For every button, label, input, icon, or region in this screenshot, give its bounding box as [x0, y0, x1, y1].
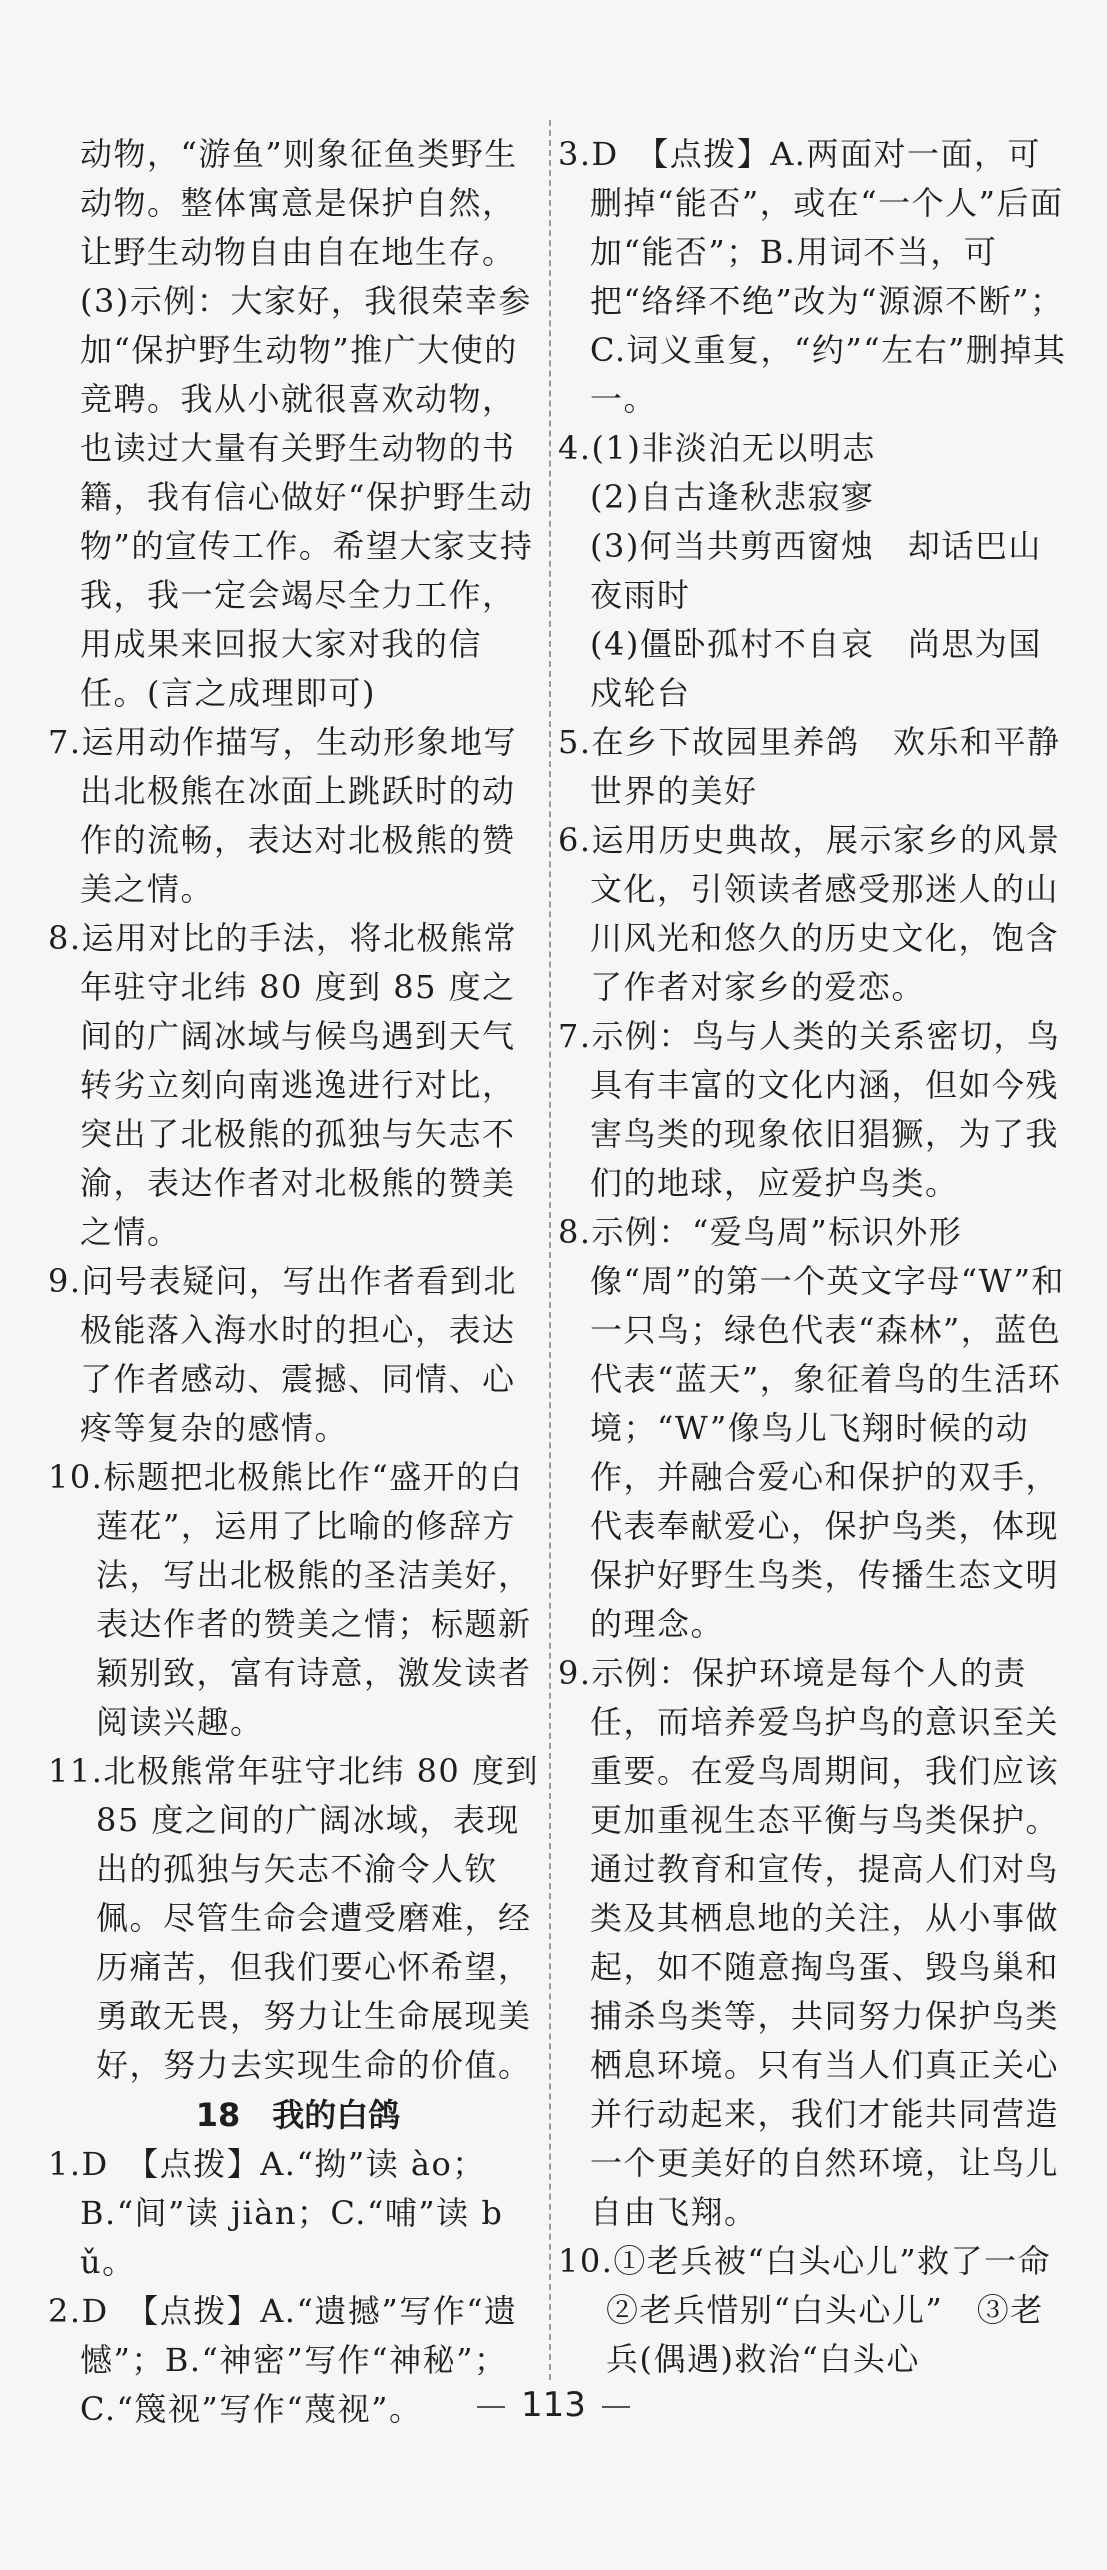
answer-paragraph: (3)示例：大家好，我很荣幸参加“保护野生动物”推广大使的竞聘。我从小就很喜欢动物，也读过大量有关野生动物的书籍，我有信心做好“保护野生动物”的宣传工作。希望大家支持我，我一定会竭尽全力工作，用成果来回报大家对我的信任。(言之成理即可): [80, 282, 534, 712]
answer-item-4: 4.(1)非淡泊无以明志: [558, 429, 876, 467]
answer-subitem: (3)何当共剪西窗烛 却话巴山夜雨时: [590, 527, 1042, 614]
answer-item-7: 7.示例：鸟与人类的关系密切，鸟具有丰富的文化内涵，但如今残害鸟类的现象依旧猖獗，为了我们的地球，应爱护鸟类。: [558, 1017, 1061, 1202]
answer-item-9: 9.问号表疑问，写出作者看到北极能落入海水时的担心，表达了作者感动、震撼、同情、心疼等复杂的感情。: [48, 1262, 518, 1447]
page-number-footer: [0, 2385, 1107, 2425]
column-divider: [549, 120, 551, 2380]
answer-item-11: 11.北极熊常年驻守北纬 80 度到 85 度之间的广阔冰域，表现出的孤独与矢志不渝令人钦佩。尽管生命会遭受磨难，经历痛苦，但我们要心怀希望，勇敢无畏，努力让生命展现美好，努力去实现生命的价值。: [48, 1752, 551, 2084]
answer-item-8: 8.示例：“爱鸟周”标识外形像“周”的第一个英文字母“W”和一只鸟；绿色代表“森林”，蓝色代表“蓝天”，象征着鸟的生活环境；“W”像鸟儿飞翔时候的动作，并融合爱心和保护的双手，代表奉献爱心，保护鸟类，体现保护好野生鸟类，传播生态文明的理念。: [558, 1213, 1065, 1643]
answer-subitem: (2)自古逢秋悲寂寥: [590, 478, 875, 516]
answer-item-3: 3.D 【点拨】A.两面对一面，可删掉“能否”，或在“一个人”后面加“能否”；B.用词不当，可把“络绎不绝”改为“源源不断”；C.词义重复，“约”“左右”删掉其一。: [558, 135, 1067, 418]
answer-item-1: 1.D 【点拨】A.“拗”读 ào；B.“间”读 jiàn；C.“哺”读 bǔ。: [48, 2145, 504, 2281]
answer-subitem: (4)僵卧孤村不自哀 尚思为国戍轮台: [590, 625, 1042, 712]
footer-dash: [477, 2406, 505, 2408]
answer-item-10: 10.标题把北极熊比作“盛开的白莲花”，运用了比喻的修辞方法，写出北极熊的圣洁美好，表达作者的赞美之情；标题新颖别致，富有诗意，激发读者阅读兴趣。: [48, 1458, 532, 1741]
answer-item-8: 8.运用对比的手法，将北极熊常年驻守北纬 80 度到 85 度之间的广阔冰域与候鸟遇到天气转劣立刻向南逃逸进行对比，突出了北极熊的孤独与矢志不渝，表达作者对北极熊的赞美之情。: [48, 919, 518, 1251]
answer-paragraph: 动物，“游鱼”则象征鱼类野生动物。整体寓意是保护自然，让野生动物自由自在地生存。: [80, 135, 518, 271]
left-column: [48, 130, 551, 2434]
footer-dash: [602, 2406, 630, 2408]
answer-item-7: 7.运用动作描写，生动形象地写出北极熊在冰面上跳跃时的动作的流畅，表达对北极熊的赞美之情。: [48, 723, 518, 908]
section-title: 18 我的白鸽: [195, 2096, 401, 2134]
answer-item-10: 10.①老兵被“白头心儿”救了一命 ②老兵惜别“白头心儿” ③老兵(偶遇)救治“白头心: [558, 2242, 1085, 2378]
answer-item-5: 5.在乡下故园里养鸽 欢乐和平静 世界的美好: [558, 723, 1095, 810]
answer-item-6: 6.运用历史典故，展示家乡的风景文化，引领读者感受那迷人的山川风光和悠久的历史文化，饱含了作者对家乡的爱恋。: [558, 821, 1061, 1006]
answer-item-2: 2.D 【点拨】A.“遗撼”写作“遗憾”；B.“神密”写作“神秘”；C.“篾视”写作“蔑视”。: [48, 2292, 518, 2428]
answer-item-9: 9.示例：保护环境是每个人的责任，而培养爱鸟护鸟的意识至关重要。在爱鸟周期间，我们应该更加重视生态平衡与鸟类保护。通过教育和宣传，提高人们对鸟类及其栖息地的关注，从小事做起，如不随意掏鸟蛋、毁鸟巢和捕杀鸟类等，共同努力保护鸟类栖息环境。只有当人们真正关心并行动起来，我们才能共同营造一个更美好的自然环境，让鸟儿自由飞翔。: [558, 1654, 1060, 2231]
page-number: 113: [521, 2385, 586, 2425]
right-column: [558, 130, 1095, 2384]
